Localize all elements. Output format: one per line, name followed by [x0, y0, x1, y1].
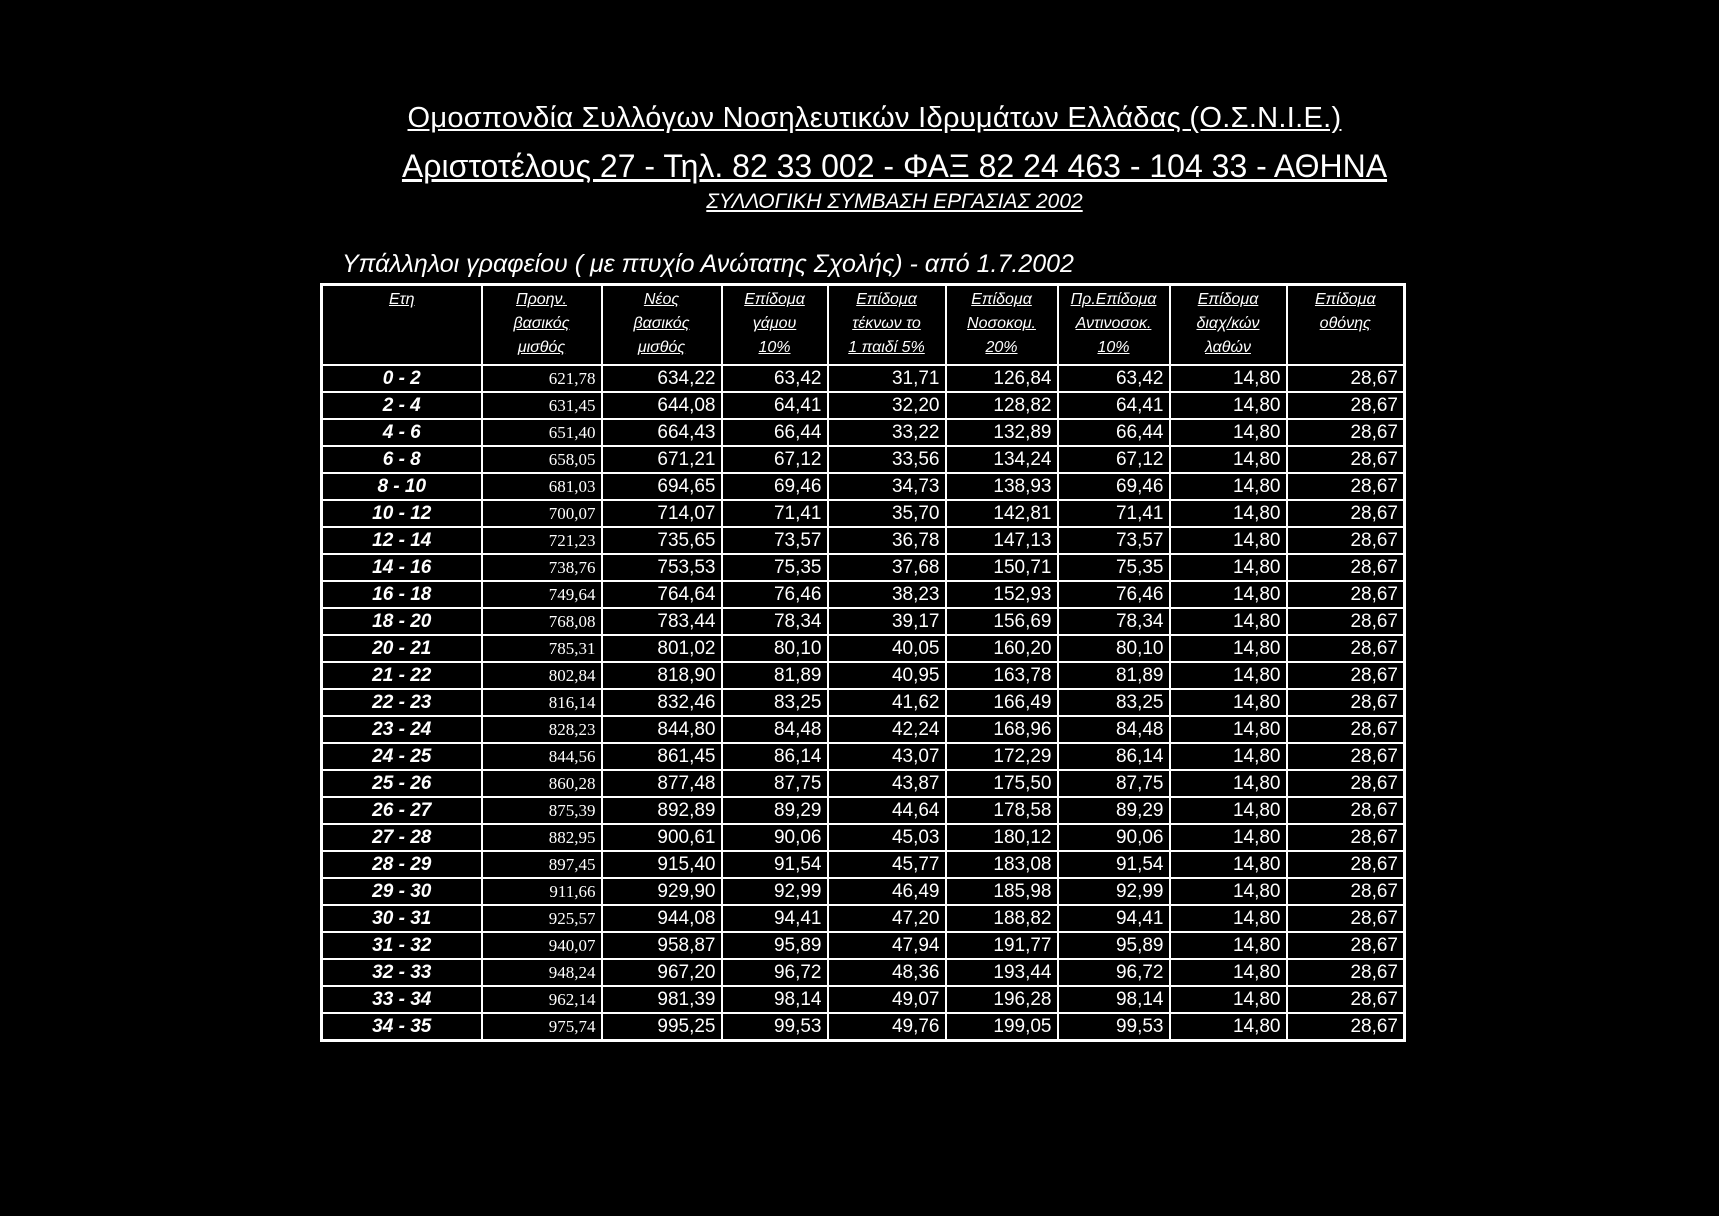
value-cell: 14,80 — [1170, 1013, 1287, 1041]
column-header — [722, 285, 828, 366]
value-cell: 89,29 — [1058, 797, 1170, 824]
value-cell: 67,12 — [1058, 446, 1170, 473]
value-cell: 958,87 — [602, 932, 722, 959]
table-row — [322, 716, 1405, 743]
value-cell: 634,22 — [602, 365, 722, 392]
value-cell: 44,64 — [828, 797, 946, 824]
section-title: Υπάλληλοι γραφείου ( με πτυχίο Ανώτατης Σχολής) - από 1.7.2002 — [342, 250, 1074, 278]
value-cell: 35,70 — [828, 500, 946, 527]
years-cell: 4 - 6 — [322, 419, 482, 446]
value-cell: 175,50 — [946, 770, 1058, 797]
value-cell: 14,80 — [1170, 851, 1287, 878]
value-cell: 14,80 — [1170, 797, 1287, 824]
value-cell: 28,67 — [1287, 824, 1405, 851]
column-header — [482, 285, 602, 366]
value-cell: 156,69 — [946, 608, 1058, 635]
value-cell: 735,65 — [602, 527, 722, 554]
column-header-line: Επίδομα — [856, 291, 917, 308]
table-row — [322, 581, 1405, 608]
value-cell: 87,75 — [722, 770, 828, 797]
value-cell: 34,73 — [828, 473, 946, 500]
column-header-line: Επίδομα — [1314, 291, 1376, 308]
table-body — [322, 365, 1405, 1041]
column-header-line: μισθός — [637, 339, 686, 356]
value-cell: 802,84 — [482, 662, 602, 689]
value-cell: 84,48 — [1058, 716, 1170, 743]
value-cell: 46,49 — [828, 878, 946, 905]
table-row — [322, 824, 1405, 851]
years-cell: 23 - 24 — [322, 716, 482, 743]
value-cell: 45,03 — [828, 824, 946, 851]
value-cell: 28,67 — [1287, 500, 1405, 527]
value-cell: 86,14 — [1058, 743, 1170, 770]
table-row — [322, 635, 1405, 662]
value-cell: 95,89 — [722, 932, 828, 959]
value-cell: 42,24 — [828, 716, 946, 743]
value-cell: 975,74 — [482, 1013, 602, 1041]
value-cell: 14,80 — [1170, 986, 1287, 1013]
column-header-line: Επίδομα — [744, 291, 805, 308]
column-header-line: Επίδομα — [971, 291, 1032, 308]
years-cell: 22 - 23 — [322, 689, 482, 716]
years-cell: 25 - 26 — [322, 770, 482, 797]
years-cell: 31 - 32 — [322, 932, 482, 959]
column-header-line: 20% — [985, 339, 1018, 356]
value-cell: 37,68 — [828, 554, 946, 581]
value-cell: 28,67 — [1287, 419, 1405, 446]
years-cell: 26 - 27 — [322, 797, 482, 824]
value-cell: 28,67 — [1287, 1013, 1405, 1041]
value-cell: 71,41 — [1058, 500, 1170, 527]
value-cell: 31,71 — [828, 365, 946, 392]
value-cell: 28,67 — [1287, 770, 1405, 797]
value-cell: 83,25 — [1058, 689, 1170, 716]
value-cell: 132,89 — [946, 419, 1058, 446]
column-header — [1170, 285, 1287, 366]
table-row — [322, 608, 1405, 635]
value-cell: 147,13 — [946, 527, 1058, 554]
value-cell: 178,58 — [946, 797, 1058, 824]
value-cell: 166,49 — [946, 689, 1058, 716]
column-header-line: Ετη — [388, 291, 415, 308]
value-cell: 14,80 — [1170, 608, 1287, 635]
table-row — [322, 392, 1405, 419]
value-cell: 191,77 — [946, 932, 1058, 959]
value-cell: 828,23 — [482, 716, 602, 743]
value-cell: 188,82 — [946, 905, 1058, 932]
value-cell: 94,41 — [722, 905, 828, 932]
value-cell: 671,21 — [602, 446, 722, 473]
column-header-line: 1 παιδί 5% — [848, 339, 925, 356]
value-cell: 14,80 — [1170, 905, 1287, 932]
value-cell: 64,41 — [1058, 392, 1170, 419]
value-cell: 700,07 — [482, 500, 602, 527]
value-cell: 126,84 — [946, 365, 1058, 392]
value-cell: 47,20 — [828, 905, 946, 932]
value-cell: 33,56 — [828, 446, 946, 473]
value-cell: 783,44 — [602, 608, 722, 635]
column-header-line: Νέος — [643, 291, 680, 308]
column-header — [946, 285, 1058, 366]
value-cell: 28,67 — [1287, 689, 1405, 716]
column-header — [322, 285, 482, 366]
value-cell: 962,14 — [482, 986, 602, 1013]
value-cell: 199,05 — [946, 1013, 1058, 1041]
value-cell: 14,80 — [1170, 932, 1287, 959]
column-header — [1058, 285, 1170, 366]
value-cell: 47,94 — [828, 932, 946, 959]
table-row — [322, 446, 1405, 473]
value-cell: 185,98 — [946, 878, 1058, 905]
value-cell: 63,42 — [722, 365, 828, 392]
column-header — [828, 285, 946, 366]
value-cell: 81,89 — [722, 662, 828, 689]
table-row — [322, 959, 1405, 986]
value-cell: 14,80 — [1170, 959, 1287, 986]
value-cell: 621,78 — [482, 365, 602, 392]
years-cell: 0 - 2 — [322, 365, 482, 392]
value-cell: 14,80 — [1170, 365, 1287, 392]
value-cell: 78,34 — [1058, 608, 1170, 635]
value-cell: 844,80 — [602, 716, 722, 743]
value-cell: 94,41 — [1058, 905, 1170, 932]
value-cell: 150,71 — [946, 554, 1058, 581]
table-row — [322, 500, 1405, 527]
value-cell: 28,67 — [1287, 608, 1405, 635]
column-header-line: οθόνης — [1319, 315, 1371, 332]
value-cell: 90,06 — [1058, 824, 1170, 851]
value-cell: 78,34 — [722, 608, 828, 635]
value-cell: 14,80 — [1170, 635, 1287, 662]
column-header-line: 10% — [1097, 339, 1130, 356]
value-cell: 49,07 — [828, 986, 946, 1013]
column-header-line: τέκνων το — [852, 315, 921, 332]
value-cell: 43,07 — [828, 743, 946, 770]
value-cell: 28,67 — [1287, 581, 1405, 608]
value-cell: 818,90 — [602, 662, 722, 689]
value-cell: 664,43 — [602, 419, 722, 446]
value-cell: 14,80 — [1170, 743, 1287, 770]
value-cell: 87,75 — [1058, 770, 1170, 797]
value-cell: 832,46 — [602, 689, 722, 716]
value-cell: 801,02 — [602, 635, 722, 662]
value-cell: 86,14 — [722, 743, 828, 770]
value-cell: 28,67 — [1287, 959, 1405, 986]
value-cell: 28,67 — [1287, 635, 1405, 662]
value-cell: 28,67 — [1287, 473, 1405, 500]
value-cell: 28,67 — [1287, 446, 1405, 473]
table-row — [322, 770, 1405, 797]
value-cell: 981,39 — [602, 986, 722, 1013]
value-cell: 644,08 — [602, 392, 722, 419]
value-cell: 66,44 — [722, 419, 828, 446]
table-row — [322, 905, 1405, 932]
value-cell: 63,42 — [1058, 365, 1170, 392]
value-cell: 69,46 — [722, 473, 828, 500]
value-cell: 38,23 — [828, 581, 946, 608]
column-header — [602, 285, 722, 366]
value-cell: 714,07 — [602, 500, 722, 527]
value-cell: 40,05 — [828, 635, 946, 662]
table-row — [322, 1013, 1405, 1041]
value-cell: 73,57 — [1058, 527, 1170, 554]
years-cell: 34 - 35 — [322, 1013, 482, 1041]
years-cell: 10 - 12 — [322, 500, 482, 527]
value-cell: 900,61 — [602, 824, 722, 851]
value-cell: 84,48 — [722, 716, 828, 743]
value-cell: 28,67 — [1287, 392, 1405, 419]
value-cell: 14,80 — [1170, 392, 1287, 419]
value-cell: 163,78 — [946, 662, 1058, 689]
value-cell: 98,14 — [722, 986, 828, 1013]
years-cell: 20 - 21 — [322, 635, 482, 662]
value-cell: 967,20 — [602, 959, 722, 986]
value-cell: 41,62 — [828, 689, 946, 716]
column-header-line: Επίδομα — [1197, 291, 1259, 308]
value-cell: 160,20 — [946, 635, 1058, 662]
organization-address: Αριστοτέλους 27 - Τηλ. 82 33 002 - ΦΑΞ 82 24 463 - 104 33 - ΑΘΗΝΑ — [401, 148, 1388, 184]
value-cell: 95,89 — [1058, 932, 1170, 959]
value-cell: 28,67 — [1287, 743, 1405, 770]
contract-title: ΣΥΛΛΟΓΙΚΗ ΣΥΜΒΑΣΗ ΕΡΓΑΣΙΑΣ 2002 — [706, 190, 1083, 213]
value-cell: 877,48 — [602, 770, 722, 797]
value-cell: 14,80 — [1170, 500, 1287, 527]
table-row — [322, 851, 1405, 878]
value-cell: 48,36 — [828, 959, 946, 986]
value-cell: 183,08 — [946, 851, 1058, 878]
value-cell: 96,72 — [722, 959, 828, 986]
table-row — [322, 554, 1405, 581]
column-header-line: γάμου — [752, 315, 797, 332]
value-cell: 81,89 — [1058, 662, 1170, 689]
value-cell: 80,10 — [1058, 635, 1170, 662]
value-cell: 995,25 — [602, 1013, 722, 1041]
value-cell: 28,67 — [1287, 878, 1405, 905]
years-cell: 27 - 28 — [322, 824, 482, 851]
years-cell: 2 - 4 — [322, 392, 482, 419]
value-cell: 75,35 — [722, 554, 828, 581]
value-cell: 28,67 — [1287, 662, 1405, 689]
column-header — [1287, 285, 1405, 366]
value-cell: 631,45 — [482, 392, 602, 419]
column-header-line: λαθών — [1205, 339, 1251, 356]
value-cell: 28,67 — [1287, 797, 1405, 824]
value-cell: 91,54 — [722, 851, 828, 878]
value-cell: 66,44 — [1058, 419, 1170, 446]
value-cell: 64,41 — [722, 392, 828, 419]
value-cell: 71,41 — [722, 500, 828, 527]
value-cell: 96,72 — [1058, 959, 1170, 986]
value-cell: 196,28 — [946, 986, 1058, 1013]
organization-title: Ομοσπονδία Συλλόγων Νοσηλευτικών Ιδρυμάτων Ελλάδας (Ο.Σ.Ν.Ι.Ε.) — [407, 102, 1342, 134]
value-cell: 80,10 — [722, 635, 828, 662]
years-cell: 14 - 16 — [322, 554, 482, 581]
value-cell: 875,39 — [482, 797, 602, 824]
value-cell: 28,67 — [1287, 932, 1405, 959]
value-cell: 14,80 — [1170, 662, 1287, 689]
value-cell: 14,80 — [1170, 419, 1287, 446]
column-header-line: μισθός — [517, 339, 566, 356]
value-cell: 128,82 — [946, 392, 1058, 419]
value-cell: 75,35 — [1058, 554, 1170, 581]
salary-table — [320, 283, 1406, 1042]
value-cell: 882,95 — [482, 824, 602, 851]
value-cell: 83,25 — [722, 689, 828, 716]
value-cell: 36,78 — [828, 527, 946, 554]
table-row — [322, 743, 1405, 770]
value-cell: 944,08 — [602, 905, 722, 932]
value-cell: 32,20 — [828, 392, 946, 419]
years-cell: 32 - 33 — [322, 959, 482, 986]
column-header-line: Νοσοκομ. — [967, 315, 1036, 332]
value-cell: 861,45 — [602, 743, 722, 770]
value-cell: 28,67 — [1287, 851, 1405, 878]
value-cell: 76,46 — [722, 581, 828, 608]
value-cell: 764,64 — [602, 581, 722, 608]
value-cell: 768,08 — [482, 608, 602, 635]
value-cell: 925,57 — [482, 905, 602, 932]
value-cell: 785,31 — [482, 635, 602, 662]
value-cell: 915,40 — [602, 851, 722, 878]
value-cell: 681,03 — [482, 473, 602, 500]
value-cell: 749,64 — [482, 581, 602, 608]
years-cell: 29 - 30 — [322, 878, 482, 905]
value-cell: 14,80 — [1170, 878, 1287, 905]
value-cell: 73,57 — [722, 527, 828, 554]
value-cell: 738,76 — [482, 554, 602, 581]
value-cell: 816,14 — [482, 689, 602, 716]
years-cell: 8 - 10 — [322, 473, 482, 500]
table-row — [322, 419, 1405, 446]
value-cell: 138,93 — [946, 473, 1058, 500]
value-cell: 45,77 — [828, 851, 946, 878]
value-cell: 28,67 — [1287, 986, 1405, 1013]
value-cell: 651,40 — [482, 419, 602, 446]
table-row — [322, 932, 1405, 959]
table-row — [322, 986, 1405, 1013]
table-row — [322, 797, 1405, 824]
value-cell: 180,12 — [946, 824, 1058, 851]
value-cell: 844,56 — [482, 743, 602, 770]
value-cell: 14,80 — [1170, 446, 1287, 473]
value-cell: 897,45 — [482, 851, 602, 878]
value-cell: 721,23 — [482, 527, 602, 554]
value-cell: 91,54 — [1058, 851, 1170, 878]
value-cell: 14,80 — [1170, 770, 1287, 797]
value-cell: 134,24 — [946, 446, 1058, 473]
column-header-line: Προην. — [516, 291, 567, 308]
column-header-line: βασικός — [513, 315, 570, 332]
column-header-line: Πρ.Επίδομα — [1070, 291, 1157, 308]
value-cell: 860,28 — [482, 770, 602, 797]
years-cell: 28 - 29 — [322, 851, 482, 878]
value-cell: 69,46 — [1058, 473, 1170, 500]
value-cell: 694,65 — [602, 473, 722, 500]
value-cell: 14,80 — [1170, 581, 1287, 608]
table-row — [322, 662, 1405, 689]
value-cell: 28,67 — [1287, 905, 1405, 932]
value-cell: 14,80 — [1170, 716, 1287, 743]
years-cell: 33 - 34 — [322, 986, 482, 1013]
value-cell: 929,90 — [602, 878, 722, 905]
table-row — [322, 689, 1405, 716]
table-row — [322, 365, 1405, 392]
value-cell: 14,80 — [1170, 473, 1287, 500]
value-cell: 28,67 — [1287, 716, 1405, 743]
value-cell: 67,12 — [722, 446, 828, 473]
value-cell: 892,89 — [602, 797, 722, 824]
value-cell: 92,99 — [1058, 878, 1170, 905]
value-cell: 28,67 — [1287, 554, 1405, 581]
value-cell: 28,67 — [1287, 365, 1405, 392]
value-cell: 92,99 — [722, 878, 828, 905]
years-cell: 18 - 20 — [322, 608, 482, 635]
years-cell: 12 - 14 — [322, 527, 482, 554]
value-cell: 40,95 — [828, 662, 946, 689]
value-cell: 33,22 — [828, 419, 946, 446]
value-cell: 98,14 — [1058, 986, 1170, 1013]
years-cell: 16 - 18 — [322, 581, 482, 608]
value-cell: 43,87 — [828, 770, 946, 797]
years-cell: 30 - 31 — [322, 905, 482, 932]
years-cell: 21 - 22 — [322, 662, 482, 689]
years-cell: 24 - 25 — [322, 743, 482, 770]
years-cell: 6 - 8 — [322, 446, 482, 473]
value-cell: 99,53 — [722, 1013, 828, 1041]
table-row — [322, 878, 1405, 905]
value-cell: 14,80 — [1170, 527, 1287, 554]
value-cell: 168,96 — [946, 716, 1058, 743]
value-cell: 658,05 — [482, 446, 602, 473]
value-cell: 99,53 — [1058, 1013, 1170, 1041]
table-row — [322, 473, 1405, 500]
value-cell: 76,46 — [1058, 581, 1170, 608]
value-cell: 193,44 — [946, 959, 1058, 986]
value-cell: 142,81 — [946, 500, 1058, 527]
value-cell: 911,66 — [482, 878, 602, 905]
column-header-line: βασικός — [633, 315, 690, 332]
value-cell: 940,07 — [482, 932, 602, 959]
value-cell: 90,06 — [722, 824, 828, 851]
column-header-line: 10% — [758, 339, 791, 356]
value-cell: 14,80 — [1170, 689, 1287, 716]
value-cell: 39,17 — [828, 608, 946, 635]
value-cell: 14,80 — [1170, 824, 1287, 851]
value-cell: 753,53 — [602, 554, 722, 581]
value-cell: 49,76 — [828, 1013, 946, 1041]
column-header-line: Αντινοσοκ. — [1075, 315, 1152, 332]
table-row — [322, 527, 1405, 554]
table-header-row — [322, 285, 1405, 366]
value-cell: 28,67 — [1287, 527, 1405, 554]
column-header-line: διαχ/κών — [1196, 315, 1260, 332]
value-cell: 172,29 — [946, 743, 1058, 770]
value-cell: 948,24 — [482, 959, 602, 986]
value-cell: 14,80 — [1170, 554, 1287, 581]
value-cell: 152,93 — [946, 581, 1058, 608]
value-cell: 89,29 — [722, 797, 828, 824]
